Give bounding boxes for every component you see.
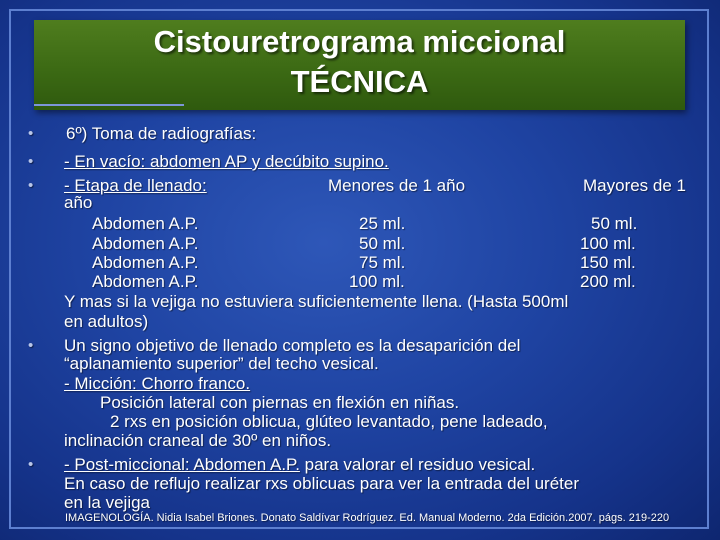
bullet-text-signo-cont: “aplanamiento superior” del techo vesical. [64,354,379,373]
title-line-1: Cistouretrograma miccional [153,24,566,59]
bullet-icon: • [28,125,34,142]
postmiccional-text: para valorar el residuo vesical. [299,455,536,474]
column-header-menores: Menores de 1 año [328,176,466,195]
table-row-label: Abdomen A.P. [92,253,199,272]
table-row-label: Abdomen A.P. [92,214,199,233]
title-line-2: TÉCNICA [290,64,429,99]
bullet-text-vacio: - En vacío: abdomen AP y decúbito supino. [64,152,389,171]
miccion-text-line-1: Posición lateral con piernas en flexión en niñas. [100,393,460,412]
bullet-text-postmiccional [64,456,535,475]
note-text-line-1: Y mas si la vejiga no estuviera suficientemente llena. (Hasta 500ml [64,292,569,311]
miccion-heading: - Micción: Chorro franco. [64,374,251,393]
table-cell-mayores: 50 ml. [591,214,638,233]
bullet-icon: • [28,153,34,170]
table-cell-menores: 50 ml. [359,234,406,253]
postmiccional-label: - Post-miccional: Abdomen A.P. [64,455,300,474]
column-header-mayores-cont: año [64,193,93,212]
column-header-mayores: Mayores de 1 [583,176,686,195]
table-cell-mayores: 150 ml. [580,253,636,272]
table-cell-mayores: 100 ml. [580,234,636,253]
postmiccional-text-line-2: En caso de reflujo realizar rxs oblicuas para ver la entrada del uréter [64,474,579,493]
note-text-line-2: en adultos) [64,312,149,331]
miccion-text-line-3: inclinación craneal de 30º en niños. [64,431,332,450]
table-cell-menores: 25 ml. [359,214,406,233]
bullet-text-toma: 6º) Toma de radiografías: [66,124,257,143]
table-row-label: Abdomen A.P. [92,272,199,291]
bullet-icon: • [28,177,34,194]
table-row-label: Abdomen A.P. [92,234,199,253]
table-cell-menores: 100 ml. [349,272,405,291]
bullet-icon: • [28,456,34,473]
postmiccional-text-line-3: en la vejiga [64,493,151,512]
miccion-text-line-2: 2 rxs en posición oblicua, glúteo levantado, pene ladeado, [110,412,548,431]
bullet-text-signo: Un signo objetivo de llenado completo es la desaparición del [64,336,521,355]
bullet-text-llenado: - Etapa de llenado: [64,176,207,195]
bullet-icon: • [28,337,34,354]
table-cell-mayores: 200 ml. [580,272,636,291]
citation-text: IMAGENOLOGÍA. Nidia Isabel Briones. Donato Saldívar Rodríguez. Ed. Manual Moderno. 2da Edición.2007. págs. 219-220 [65,512,670,524]
table-cell-menores: 75 ml. [359,253,406,272]
